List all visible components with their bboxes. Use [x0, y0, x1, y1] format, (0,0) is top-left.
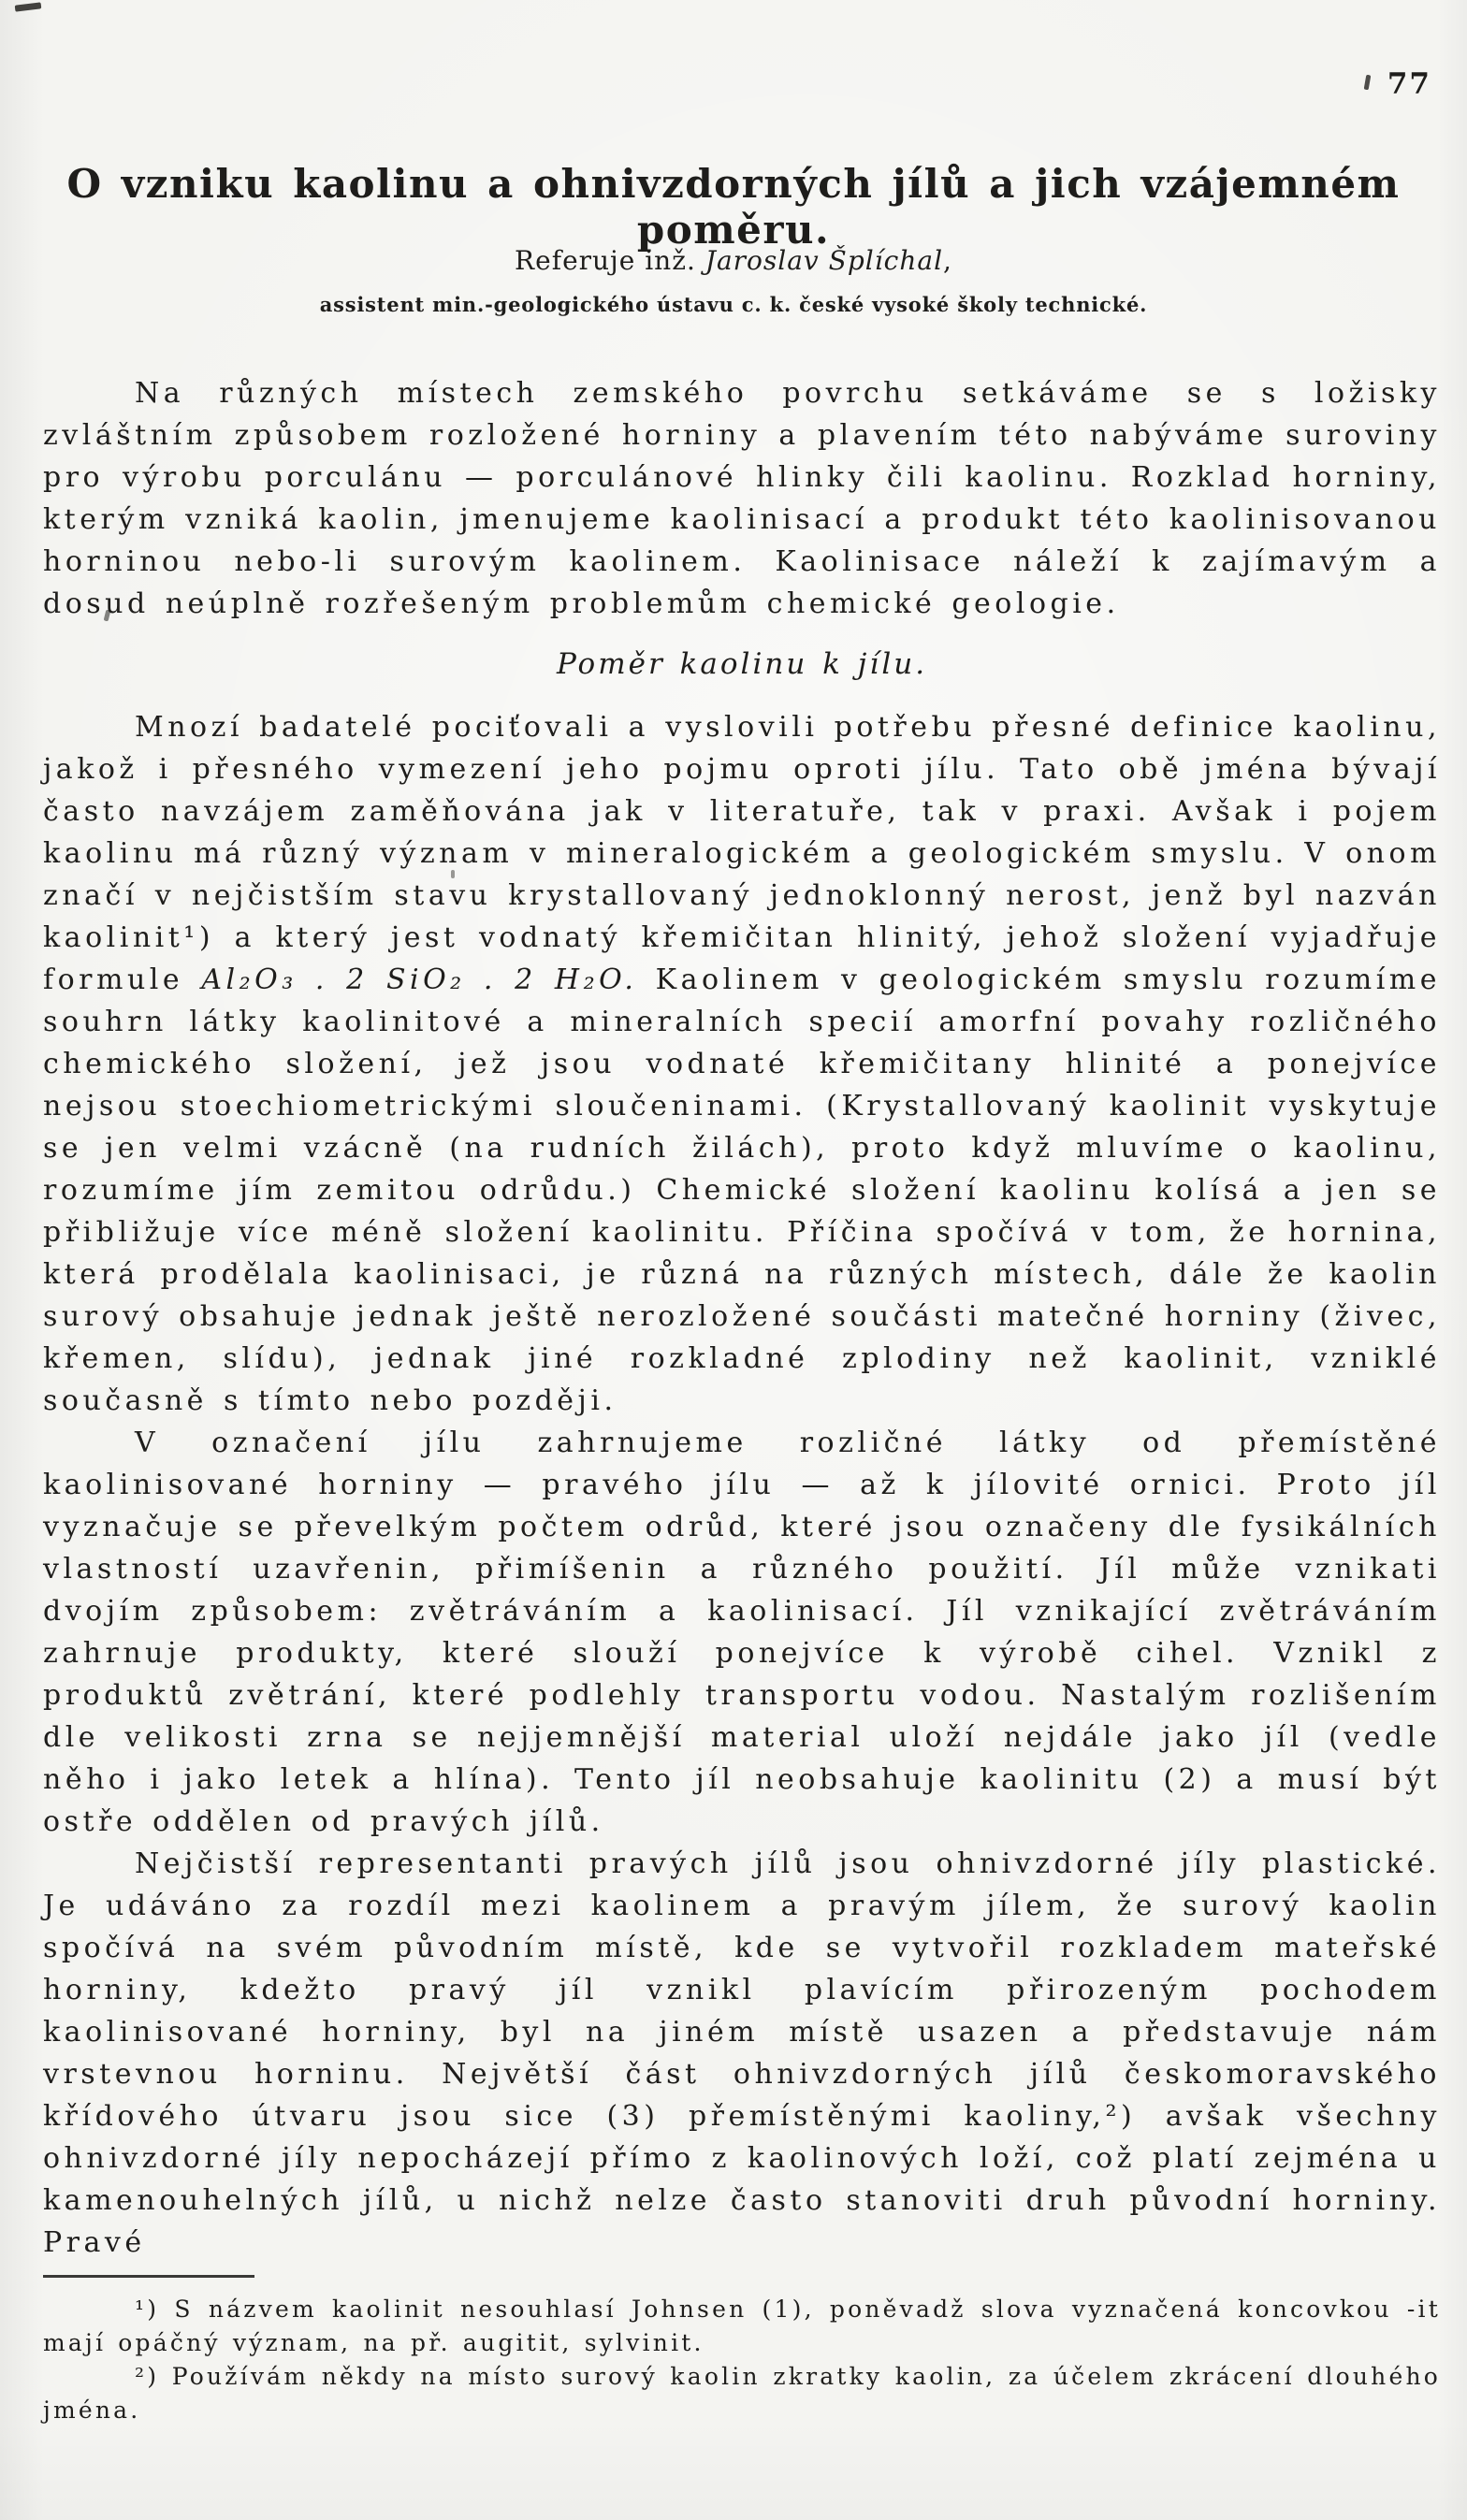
footnote-separator — [43, 2275, 254, 2278]
footnote-2: ²) Používám někdy na místo surový kaolin zkratky kaolin, za účelem zkrácení dlouhého jména. — [43, 2363, 1441, 2424]
footnote-1: ¹) S názvem kaolinit nesouhlasí Johnsen (1), poněvadž slova vyznačená koncovkou -it mají opáčný význam, na př. augitit, sylvinit. — [43, 2296, 1441, 2356]
section-heading: Poměr kaolinu k jílu. — [556, 647, 928, 681]
paragraph-kaolin-definition — [43, 706, 1441, 1422]
paragraph-ohnivzdorne-jily: Nejčistší representanti pravých jílů jsou ohnivzdorné jíly plastické. Je udáváno za rozdíl mezi kaolinem a pravým jílem, že surový kaolin spočívá na svém původním místě, kde se vytvořil rozkladem mateřské horniny, kdežto pravý jíl vznikl plavícím přirozeným pochodem kaolinisované horniny, byl na jiném místě usazen a představuje nám vrstevnou horninu. Největší část ohnivzdorných jílů českomoravského křídového útvaru jsou sice (3) přemístěnými kaoliny,²) avšak všechny ohnivzdorné jíly nepocházejí přímo z kaolinových loží, což platí zejména u kamenouhelných jílů, u nichž nelze často stanoviti druh původní horniny. Pravé — [43, 1847, 1441, 2259]
paragraph-text: Mnozí badatelé pociťovali a vyslovili potřebu přesné definice kaolinu, jakož i přesného vymezení jeho pojmu oproti jílu. Tato obě jména bývají často navzájem zaměňována jak v literatuře, tak v praxi. Avšak i pojem kaolinu má různý význam v mineralogickém a geologickém smyslu. V onom značí v nejčistším stavu krystallovaný jednoklonný nerost, jenž byl nazván kaolinit¹) a který jest vodnatý křemičitan hlinitý, jehož složení vyjadřuje formule — [43, 711, 1441, 996]
scan-artifact — [1364, 75, 1372, 91]
paragraph-intro: Na různých místech zemského povrchu setkáváme se s ložisky zvláštním způsobem rozložené horniny a plavením této nabýváme suroviny pro výrobu porculánu — porculánové hlinky čili kaolinu. Rozklad horniny, kterým vzniká kaolin, jmenujeme kaolinisací a produkt této kaolinisovanou horninou nebo-li surovým kaolinem. Kaolinisace náleží k zajímavým a dosud neúplně rozřešeným problemům chemické geologie. — [43, 377, 1441, 620]
author-name: Jaroslav Šplíchal — [704, 245, 944, 276]
byline — [0, 245, 1467, 276]
paragraph-text: Kaolinem v geologickém smyslu rozumíme souhrn látky kaolinitové a mineralních specií amorfní povahy rozličného chemického složení, jež jsou vodnaté křemičitany hlinité a ponejvíce nejsou stoechiometrickými sloučeninami. (Krystallovaný kaolinit vyskytuje se jen velmi vzácně (na rudních žilách), proto když mluvíme o kaolinu, rozumíme jím zemitou odrůdu.) Chemické složení kaolinu kolísá a jen se přibližuje více méně složení kaolinitu. Příčina spočívá v tom, že hornina, která prodělala kaolinisaci, je různá na různých místech, dále že kaolin surový obsahuje jednak ještě nerozložené součásti matečné horniny (živec, křemen, slídu), jednak jiné rozkladné zplodiny než kaolinit, vzniklé současně s tímto nebo později. — [43, 963, 1442, 1417]
byline-prefix: Referuje inž. — [515, 245, 705, 276]
page-number: 77 — [1387, 67, 1431, 101]
byline-suffix: , — [943, 245, 952, 276]
chemical-formula: Al₂O₃ . 2 SiO₂ . 2 H₂O. — [201, 963, 638, 996]
author-affiliation: assistent min.-geologického ústavu c. k. české vysoké školy technické. — [319, 293, 1148, 316]
scan-artifact — [15, 2, 42, 11]
article-title: O vzniku kaolinu a ohnivzdorných jílů a jich vzájemném poměru. — [66, 161, 1401, 253]
paragraph-jil-definition: V označení jílu zahrnujeme rozličné látky od přemístěné kaolinisované horniny — pravého jílu — až k jílovité ornici. Proto jíl vyznačuje se převelkým počtem odrůd, které jsou označeny dle fysikálních vlastností uzavřenin, přimíšenin a různého použití. Jíl může vznikati dvojím způsobem: zvětráváním a kaolinisací. Jíl vznikající zvětráváním zahrnuje produkty, které slouží ponejvíce k výrobě cihel. Vznikl z produktů zvětrání, které podlehly transportu vodou. Nastalým rozlišením dle velikosti zrna se nejjemnější material uloží nejdále jako jíl (vedle něho i jako letek a hlína). Tento jíl neobsahuje kaolinitu (2) a musí být ostře oddělen od pravých jílů. — [43, 1427, 1441, 1838]
article-body — [43, 372, 1441, 2427]
